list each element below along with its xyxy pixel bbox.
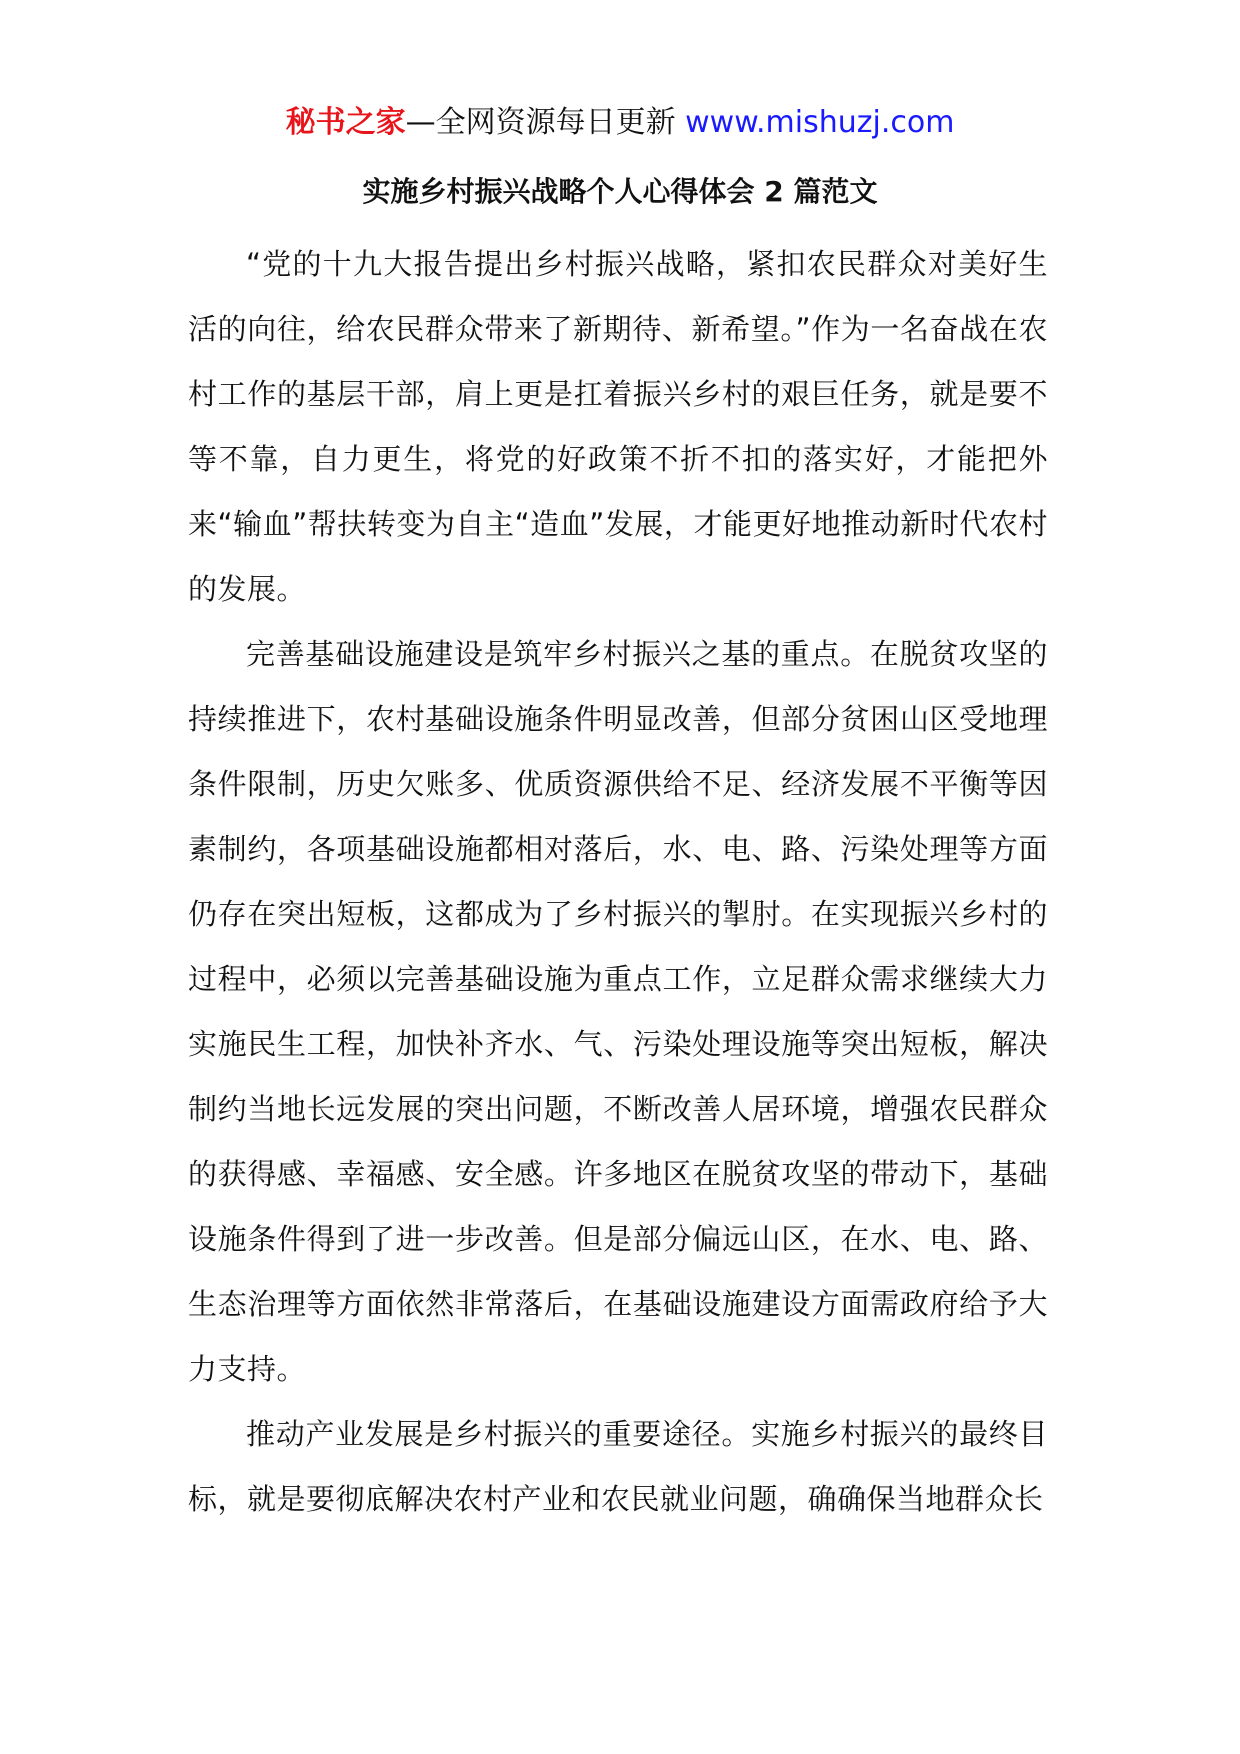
website-url: www.mishuzj.com	[685, 105, 955, 140]
brand-name: 秘书之家	[285, 105, 406, 140]
header-slogan: —全网资源每日更新	[405, 105, 686, 140]
paragraph-3: 推动产业发展是乡村振兴的重要途径。实施乡村振兴的最终目标，就是要彻底解决农村产业和农民就业问题，确确保当地群众长	[188, 1417, 1048, 1516]
paragraph-2: 完善基础设施建设是筑牢乡村振兴之基的重点。在脱贫攻坚的持续推进下，农村基础设施条件明显改善，但部分贫困山区受地理条件限制，历史欠账多、优质资源供给不足、经济发展不平衡等因素制约，各项基础设施都相对落后，水、电、路、污染处理等方面仍存在突出短板，这都成为了乡村振兴的掣肘。在实现振兴乡村的过程中，必须以完善基础设施为重点工作，立足群众需求继续大力实施民生工程，加快补齐水、气、污染处理设施等突出短板，解决制约当地长远发展的突出问题，不断改善人居环境，增强农民群众的获得感、幸福感、安全感。许多地区在脱贫攻坚的带动下，基础设施条件得到了进一步改善。但是部分偏远山区，在水、电、路、生态治理等方面依然非常落后，在基础设施建设方面需政府给予大力支持。	[188, 637, 1048, 1386]
document-title: 实施乡村振兴战略个人心得体会 2 篇范文	[362, 175, 878, 208]
document-body	[188, 232, 1048, 1532]
site-header	[0, 100, 1240, 146]
paragraph-1: “党的十九大报告提出乡村振兴战略，紧扣农民群众对美好生活的向往，给农民群众带来了新期待、新希望。”作为一名奋战在农村工作的基层干部，肩上更是扛着振兴乡村的艰巨任务，就是要不等不靠，自力更生，将党的好政策不折不扣的落实好，才能把外来“输血”帮扶转变为自主“造血”发展，才能更好地推动新时代农村的发展。	[188, 247, 1048, 606]
